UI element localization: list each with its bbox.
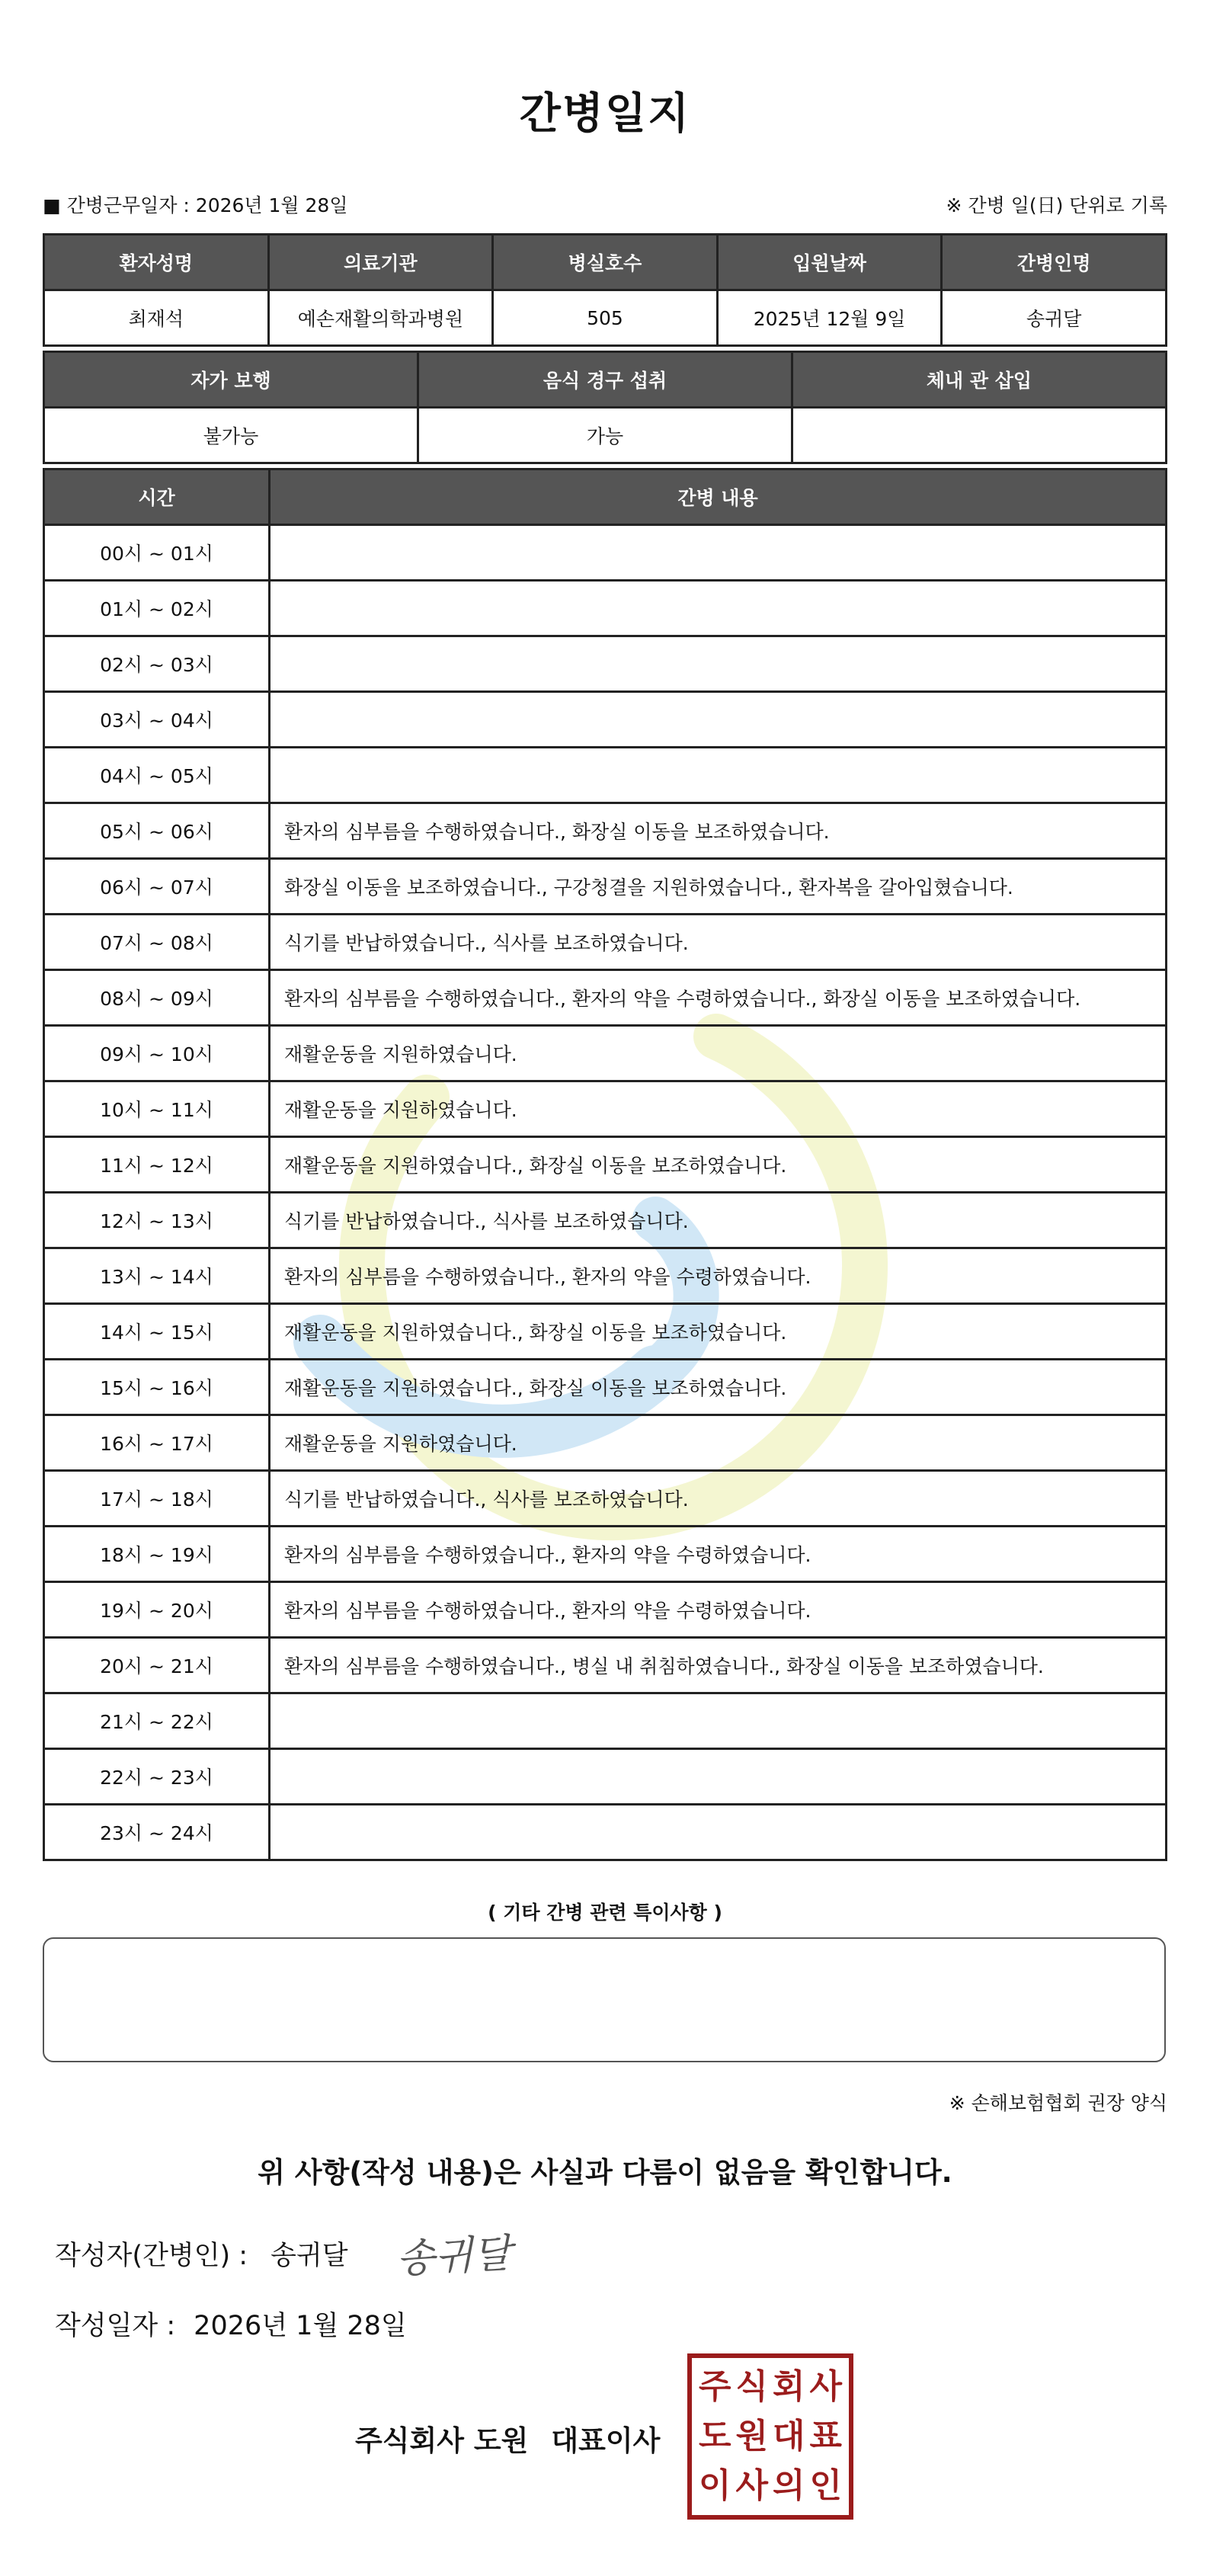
seal-character: 회 bbox=[772, 2367, 805, 2407]
log-time-cell: 00시 ~ 01시 bbox=[44, 525, 270, 581]
company-name: 주식회사 도원 bbox=[355, 2424, 529, 2457]
log-time-cell: 07시 ~ 08시 bbox=[44, 915, 270, 970]
log-content-cell: 환자의 심부름을 수행하였습니다., 환자의 약을 수령하였습니다. bbox=[270, 1527, 1167, 1582]
tube-insertion-value bbox=[792, 408, 1167, 463]
log-time-cell: 04시 ~ 05시 bbox=[44, 748, 270, 803]
patient-info-table bbox=[43, 233, 1167, 347]
log-time-cell: 09시 ~ 10시 bbox=[44, 1026, 270, 1081]
table-header-row bbox=[44, 235, 1167, 290]
notes-box bbox=[43, 1937, 1166, 2062]
care-log-body bbox=[44, 525, 1167, 1860]
table-row bbox=[44, 970, 1167, 1026]
table-row bbox=[44, 408, 1167, 463]
log-time-cell: 15시 ~ 16시 bbox=[44, 1360, 270, 1415]
written-date-value: 2026년 1월 28일 bbox=[194, 2311, 407, 2341]
header-room-number: 병실호수 bbox=[493, 235, 718, 290]
log-content-cell bbox=[270, 525, 1167, 581]
table-row bbox=[44, 1582, 1167, 1638]
seal-character: 대 bbox=[772, 2416, 805, 2456]
notes-title: ( 기타 간병 관련 특이사항 ) bbox=[488, 1902, 722, 1924]
table-row bbox=[44, 692, 1167, 748]
log-content-cell: 환자의 심부름을 수행하였습니다., 환자의 약을 수령하였습니다., 화장실 이동을 보조하였습니다. bbox=[270, 970, 1167, 1026]
table-row bbox=[44, 803, 1167, 859]
table-row bbox=[44, 1193, 1167, 1248]
table-row bbox=[44, 915, 1167, 970]
log-content-cell: 환자의 심부름을 수행하였습니다., 환자의 약을 수령하였습니다. bbox=[270, 1582, 1167, 1638]
recommend-note: ※ 손해보험협회 권장 양식 bbox=[949, 2092, 1167, 2114]
hospital-name: 예손재활의학과병원 bbox=[268, 290, 493, 346]
care-work-date: ■ 간병근무일자 : 2026년 1월 28일 bbox=[43, 194, 348, 216]
log-content-cell bbox=[270, 1749, 1167, 1805]
writer-line bbox=[55, 2235, 348, 2273]
seal-character: 원 bbox=[735, 2416, 768, 2456]
log-time-cell: 10시 ~ 11시 bbox=[44, 1081, 270, 1137]
self-walking-value: 불가능 bbox=[44, 408, 418, 463]
log-content-cell: 재활운동을 지원하였습니다., 화장실 이동을 보조하였습니다. bbox=[270, 1360, 1167, 1415]
caregiver-name: 송귀달 bbox=[942, 290, 1167, 346]
writer-label: 작성자(간병인) : bbox=[55, 2241, 248, 2271]
company-representative: 대표이사 bbox=[551, 2424, 661, 2457]
log-content-cell: 식기를 반납하였습니다., 식사를 보조하였습니다. bbox=[270, 1471, 1167, 1527]
patient-status-table bbox=[43, 351, 1167, 464]
table-row bbox=[44, 1527, 1167, 1582]
log-content-cell bbox=[270, 748, 1167, 803]
written-date-line bbox=[55, 2305, 407, 2343]
table-row bbox=[44, 1415, 1167, 1471]
table-row bbox=[44, 1693, 1167, 1749]
log-content-cell bbox=[270, 636, 1167, 692]
log-time-cell: 16시 ~ 17시 bbox=[44, 1415, 270, 1471]
page-title: 간병일지 bbox=[519, 89, 691, 139]
record-unit-note: ※ 간병 일(日) 단위로 기록 bbox=[946, 194, 1167, 216]
seal-character: 주 bbox=[698, 2367, 731, 2407]
seal-character: 이 bbox=[698, 2465, 731, 2505]
header-oral-intake: 음식 경구 섭취 bbox=[418, 352, 792, 408]
company-seal-stamp bbox=[687, 2353, 853, 2520]
table-row bbox=[44, 290, 1167, 346]
table-row bbox=[44, 1805, 1167, 1860]
log-content-cell: 재활운동을 지원하였습니다., 화장실 이동을 보조하였습니다. bbox=[270, 1304, 1167, 1360]
table-row bbox=[44, 1137, 1167, 1193]
log-content-cell bbox=[270, 1693, 1167, 1749]
header-care-content: 간병 내용 bbox=[270, 469, 1167, 525]
log-time-cell: 12시 ~ 13시 bbox=[44, 1193, 270, 1248]
header-time: 시간 bbox=[44, 469, 270, 525]
seal-character: 인 bbox=[809, 2465, 842, 2505]
table-row bbox=[44, 859, 1167, 915]
table-header-row bbox=[44, 469, 1167, 525]
table-header-row bbox=[44, 352, 1167, 408]
seal-character: 의 bbox=[772, 2465, 805, 2505]
log-time-cell: 14시 ~ 15시 bbox=[44, 1304, 270, 1360]
company-line bbox=[355, 2417, 660, 2459]
oral-intake-value: 가능 bbox=[418, 408, 792, 463]
patient-name: 최재석 bbox=[44, 290, 269, 346]
log-content-cell: 식기를 반납하였습니다., 식사를 보조하였습니다. bbox=[270, 915, 1167, 970]
room-number: 505 bbox=[493, 290, 718, 346]
care-log-table bbox=[43, 468, 1167, 1861]
table-row bbox=[44, 1360, 1167, 1415]
log-content-cell: 식기를 반납하였습니다., 식사를 보조하였습니다. bbox=[270, 1193, 1167, 1248]
log-time-cell: 22시 ~ 23시 bbox=[44, 1749, 270, 1805]
log-time-cell: 06시 ~ 07시 bbox=[44, 859, 270, 915]
admission-date: 2025년 12월 9일 bbox=[717, 290, 942, 346]
log-content-cell: 환자의 심부름을 수행하였습니다., 병실 내 취침하였습니다., 화장실 이동을 보조하였습니다. bbox=[270, 1638, 1167, 1693]
log-time-cell: 02시 ~ 03시 bbox=[44, 636, 270, 692]
log-time-cell: 23시 ~ 24시 bbox=[44, 1805, 270, 1860]
log-content-cell: 재활운동을 지원하였습니다. bbox=[270, 1026, 1167, 1081]
table-row bbox=[44, 636, 1167, 692]
header-self-walking: 자가 보행 bbox=[44, 352, 418, 408]
log-content-cell: 재활운동을 지원하였습니다., 화장실 이동을 보조하였습니다. bbox=[270, 1137, 1167, 1193]
log-time-cell: 18시 ~ 19시 bbox=[44, 1527, 270, 1582]
table-row bbox=[44, 1638, 1167, 1693]
table-row bbox=[44, 1248, 1167, 1304]
seal-character: 표 bbox=[809, 2416, 842, 2456]
table-row bbox=[44, 1304, 1167, 1360]
table-row bbox=[44, 1026, 1167, 1081]
log-time-cell: 13시 ~ 14시 bbox=[44, 1248, 270, 1304]
log-content-cell: 환자의 심부름을 수행하였습니다., 화장실 이동을 보조하였습니다. bbox=[270, 803, 1167, 859]
confirmation-statement: 위 사항(작성 내용)은 사실과 다름이 없음을 확인합니다. bbox=[258, 2156, 952, 2189]
log-time-cell: 11시 ~ 12시 bbox=[44, 1137, 270, 1193]
header-hospital: 의료기관 bbox=[268, 235, 493, 290]
log-time-cell: 05시 ~ 06시 bbox=[44, 803, 270, 859]
header-caregiver-name: 간병인명 bbox=[942, 235, 1167, 290]
log-content-cell bbox=[270, 1805, 1167, 1860]
log-time-cell: 03시 ~ 04시 bbox=[44, 692, 270, 748]
log-time-cell: 21시 ~ 22시 bbox=[44, 1693, 270, 1749]
log-content-cell: 재활운동을 지원하였습니다. bbox=[270, 1081, 1167, 1137]
log-content-cell bbox=[270, 581, 1167, 636]
header-admission-date: 입원날짜 bbox=[717, 235, 942, 290]
table-row bbox=[44, 581, 1167, 636]
log-time-cell: 17시 ~ 18시 bbox=[44, 1471, 270, 1527]
header-tube-insertion: 체내 관 삽입 bbox=[792, 352, 1167, 408]
table-row bbox=[44, 1749, 1167, 1805]
log-time-cell: 08시 ~ 09시 bbox=[44, 970, 270, 1026]
log-time-cell: 01시 ~ 02시 bbox=[44, 581, 270, 636]
log-content-cell: 화장실 이동을 보조하였습니다., 구강청결을 지원하였습니다., 환자복을 갈아입혔습니다. bbox=[270, 859, 1167, 915]
log-content-cell: 재활운동을 지원하였습니다. bbox=[270, 1415, 1167, 1471]
written-date-label: 작성일자 : bbox=[55, 2311, 176, 2341]
log-content-cell bbox=[270, 692, 1167, 748]
handwritten-signature: 송귀달 bbox=[395, 2231, 513, 2283]
table-row bbox=[44, 748, 1167, 803]
log-time-cell: 19시 ~ 20시 bbox=[44, 1582, 270, 1638]
seal-character: 사 bbox=[735, 2465, 768, 2505]
writer-name: 송귀달 bbox=[270, 2241, 348, 2271]
log-content-cell: 환자의 심부름을 수행하였습니다., 환자의 약을 수령하였습니다. bbox=[270, 1248, 1167, 1304]
table-row bbox=[44, 525, 1167, 581]
seal-character: 식 bbox=[735, 2367, 768, 2407]
table-row bbox=[44, 1471, 1167, 1527]
seal-character: 사 bbox=[809, 2367, 842, 2407]
log-time-cell: 20시 ~ 21시 bbox=[44, 1638, 270, 1693]
seal-character: 도 bbox=[698, 2416, 731, 2456]
header-patient-name: 환자성명 bbox=[44, 235, 269, 290]
table-row bbox=[44, 1081, 1167, 1137]
